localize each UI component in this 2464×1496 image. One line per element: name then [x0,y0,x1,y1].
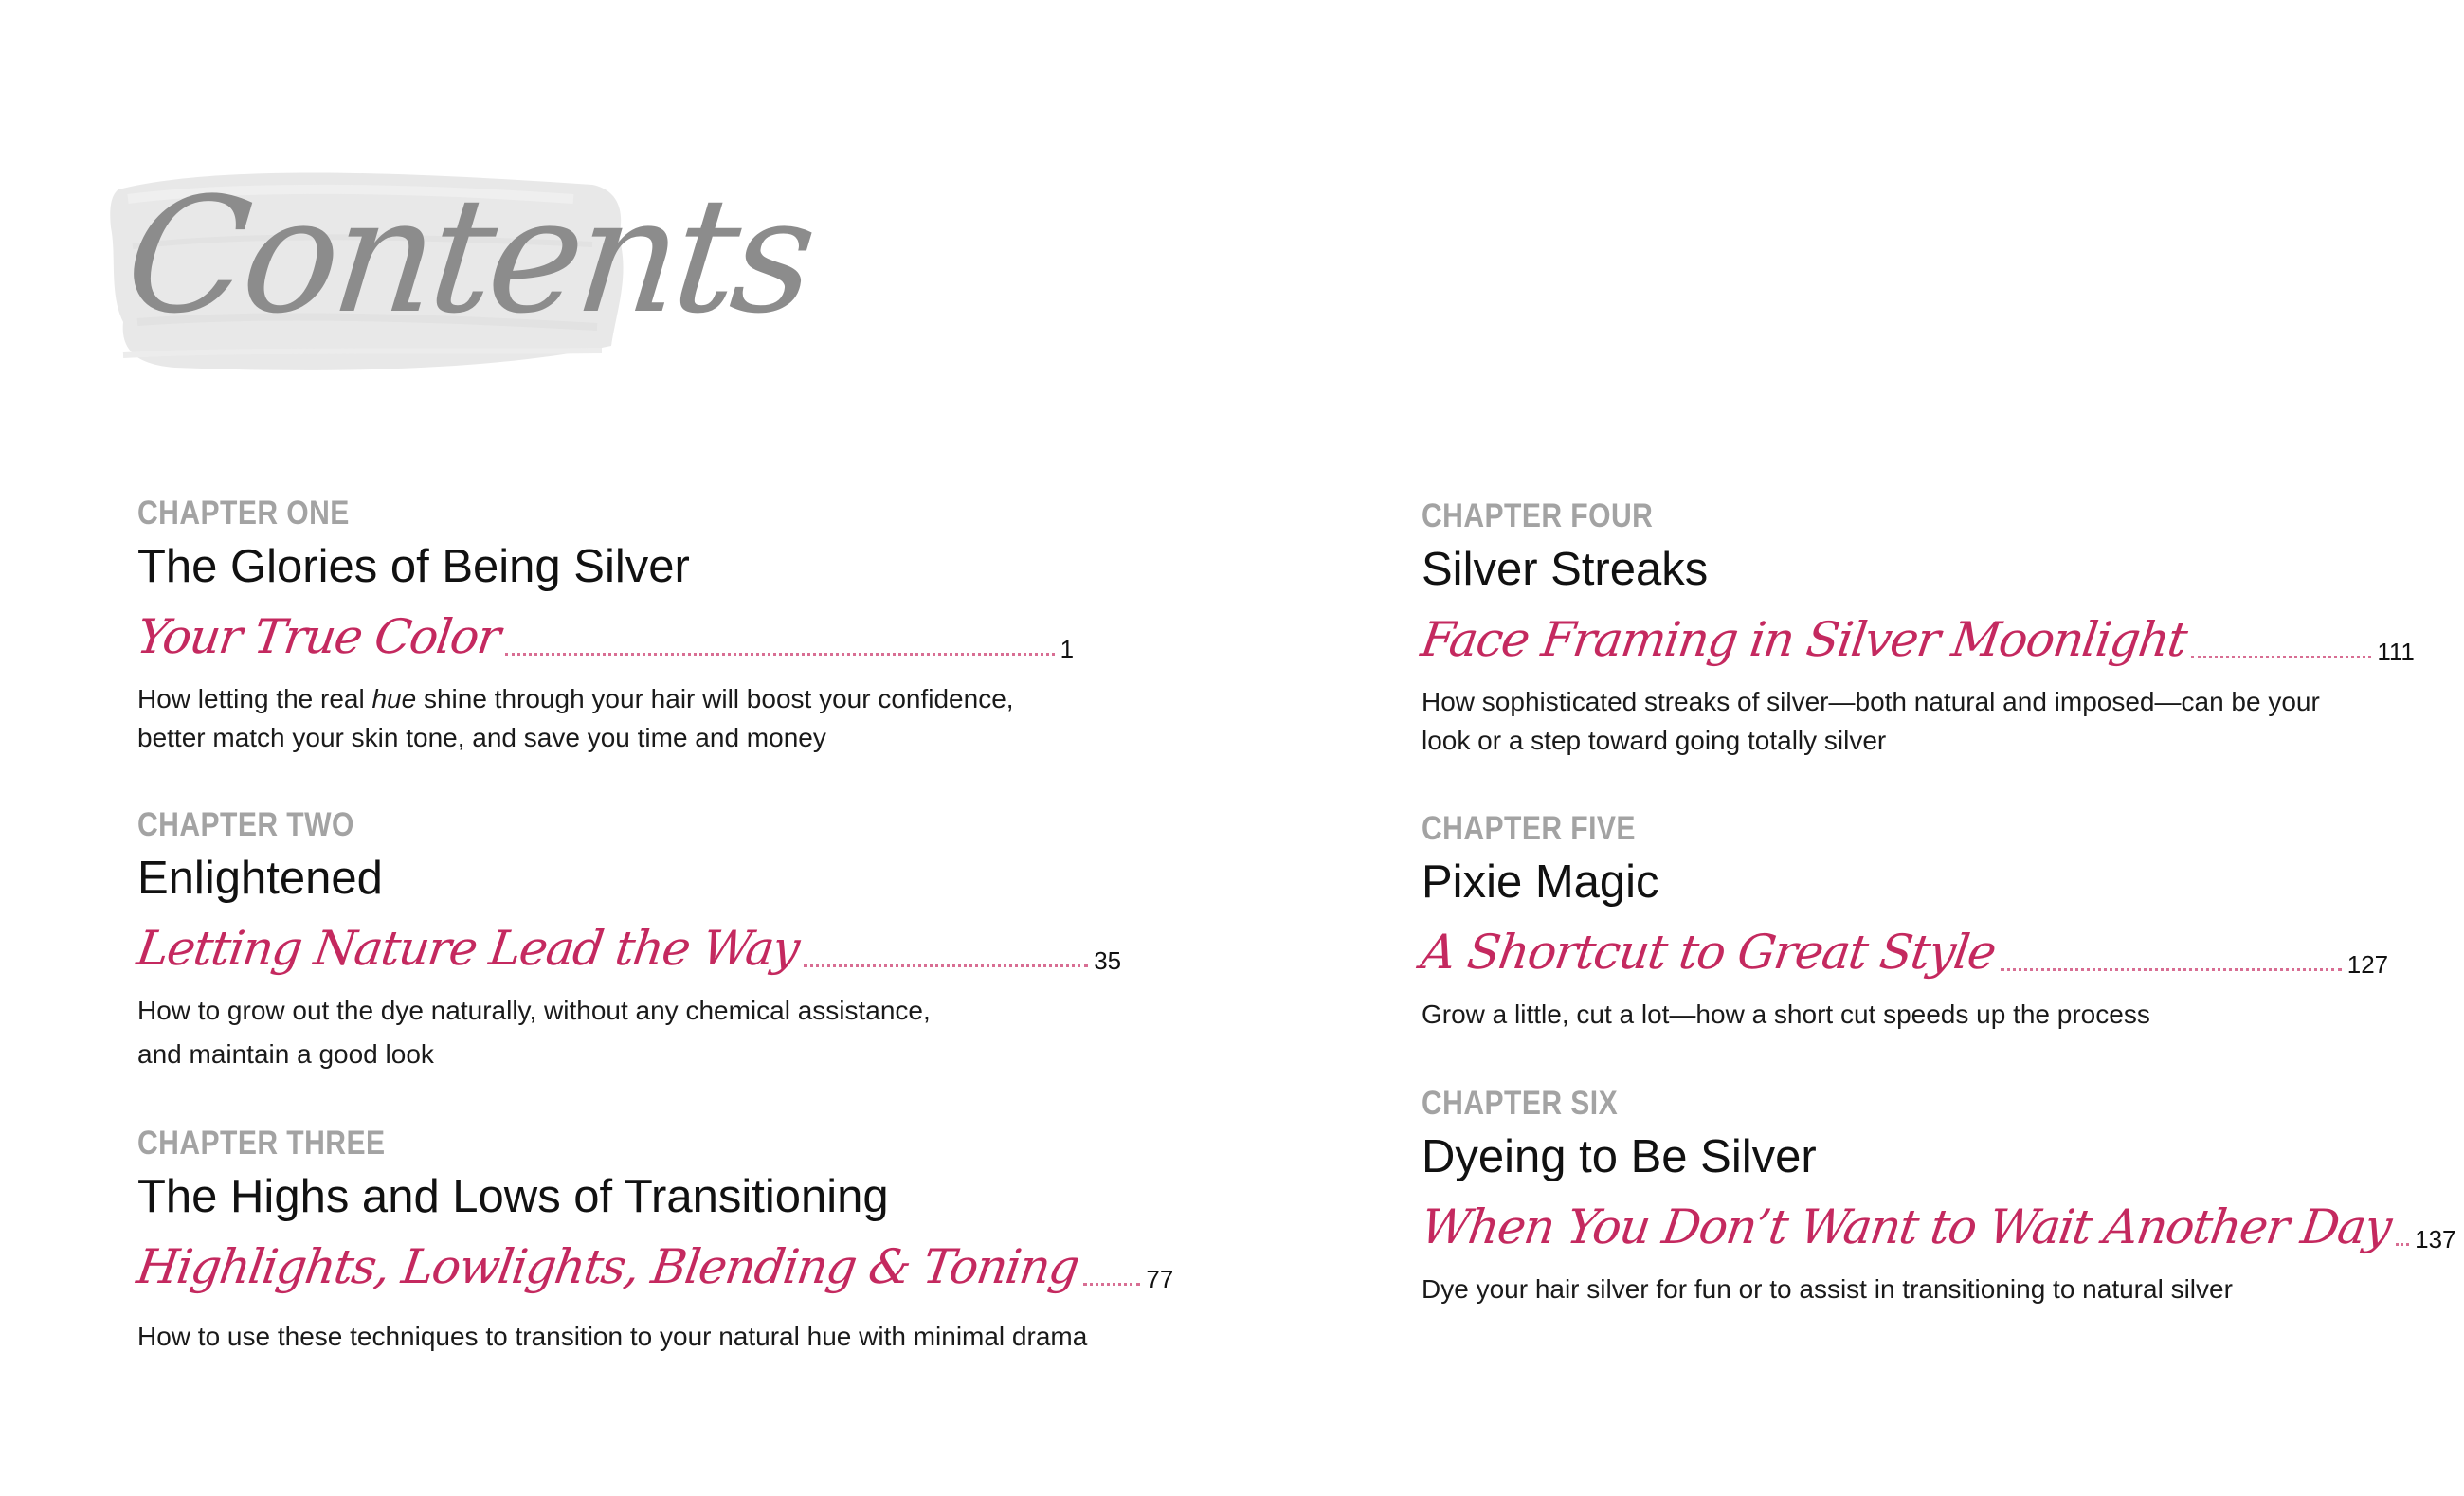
chapter-title: Dyeing to Be Silver [1422,1131,1817,1182]
toc-entry[interactable] [133,910,1122,977]
chapter-description: How letting the real hue shine through your hair will boost your confidence, better match your skin tone, and save you time and money [137,684,1014,752]
page-number: 77 [1146,1265,1174,1293]
page-number: 137 [2415,1225,2456,1253]
chapter-title: Pixie Magic [1422,856,1659,908]
chapter-label: CHAPTER THREE [137,1125,386,1162]
chapter-title: Enlightened [137,853,383,904]
dot-leader [2191,656,2371,658]
page-title: Contents [118,163,820,349]
chapter-label: CHAPTER SIX [1422,1085,1619,1122]
dot-leader [2396,1243,2409,1246]
chapter-subtitle: A Shortcut to Great Style [1417,925,1999,980]
chapter-description: How to grow out the dye naturally, without any chemical assistance, and maintain a good look [137,996,931,1069]
chapter-subtitle: Face Framing in Silver Moonlight [1417,612,2190,667]
dot-leader [2001,968,2342,971]
toc-entry[interactable] [133,1229,1174,1295]
dot-leader [804,964,1088,967]
chapter-label: CHAPTER ONE [137,495,350,532]
toc-entry[interactable] [1417,1189,2456,1255]
chapter-subtitle: Letting Nature Lead the Way [133,921,803,976]
page-number: 111 [2377,638,2415,666]
dot-leader [505,653,1055,656]
chapter-label: CHAPTER FIVE [1422,810,1636,847]
contents-heading [100,133,820,388]
page-number: 35 [1094,946,1122,975]
chapter-description: Dye your hair silver for fun or to assist in transitioning to natural silver [1422,1274,2233,1304]
chapter-title: The Glories of Being Silver [137,541,690,592]
chapter-description: How to use these techniques to transition to your natural hue with minimal drama [137,1322,1088,1351]
toc-entry[interactable] [133,599,1075,665]
page-number: 127 [2346,950,2389,979]
chapter-subtitle: Highlights, Lowlights, Blending & Toning [133,1239,1082,1294]
chapter-description: Grow a little, cut a lot—how a short cut speeds up the process [1422,1000,2150,1029]
dot-leader [1083,1283,1140,1286]
chapter-title: The Highs and Lows of Transitioning [137,1171,889,1222]
chapter-title: Silver Streaks [1422,544,1709,595]
chapter-label: CHAPTER TWO [137,806,354,843]
chapter-subtitle: When You Don’t Want to Wait Another Day [1417,1199,2395,1254]
toc-entry[interactable] [1417,914,2389,981]
page-number: 1 [1060,635,1075,663]
chapter-description: How sophisticated streaks of silver—both natural and imposed—can be your look or a step toward going totally silver [1422,687,2320,755]
toc-entry[interactable] [1417,602,2415,668]
chapter-subtitle: Your True Color [133,609,503,664]
chapter-label: CHAPTER FOUR [1422,497,1654,534]
